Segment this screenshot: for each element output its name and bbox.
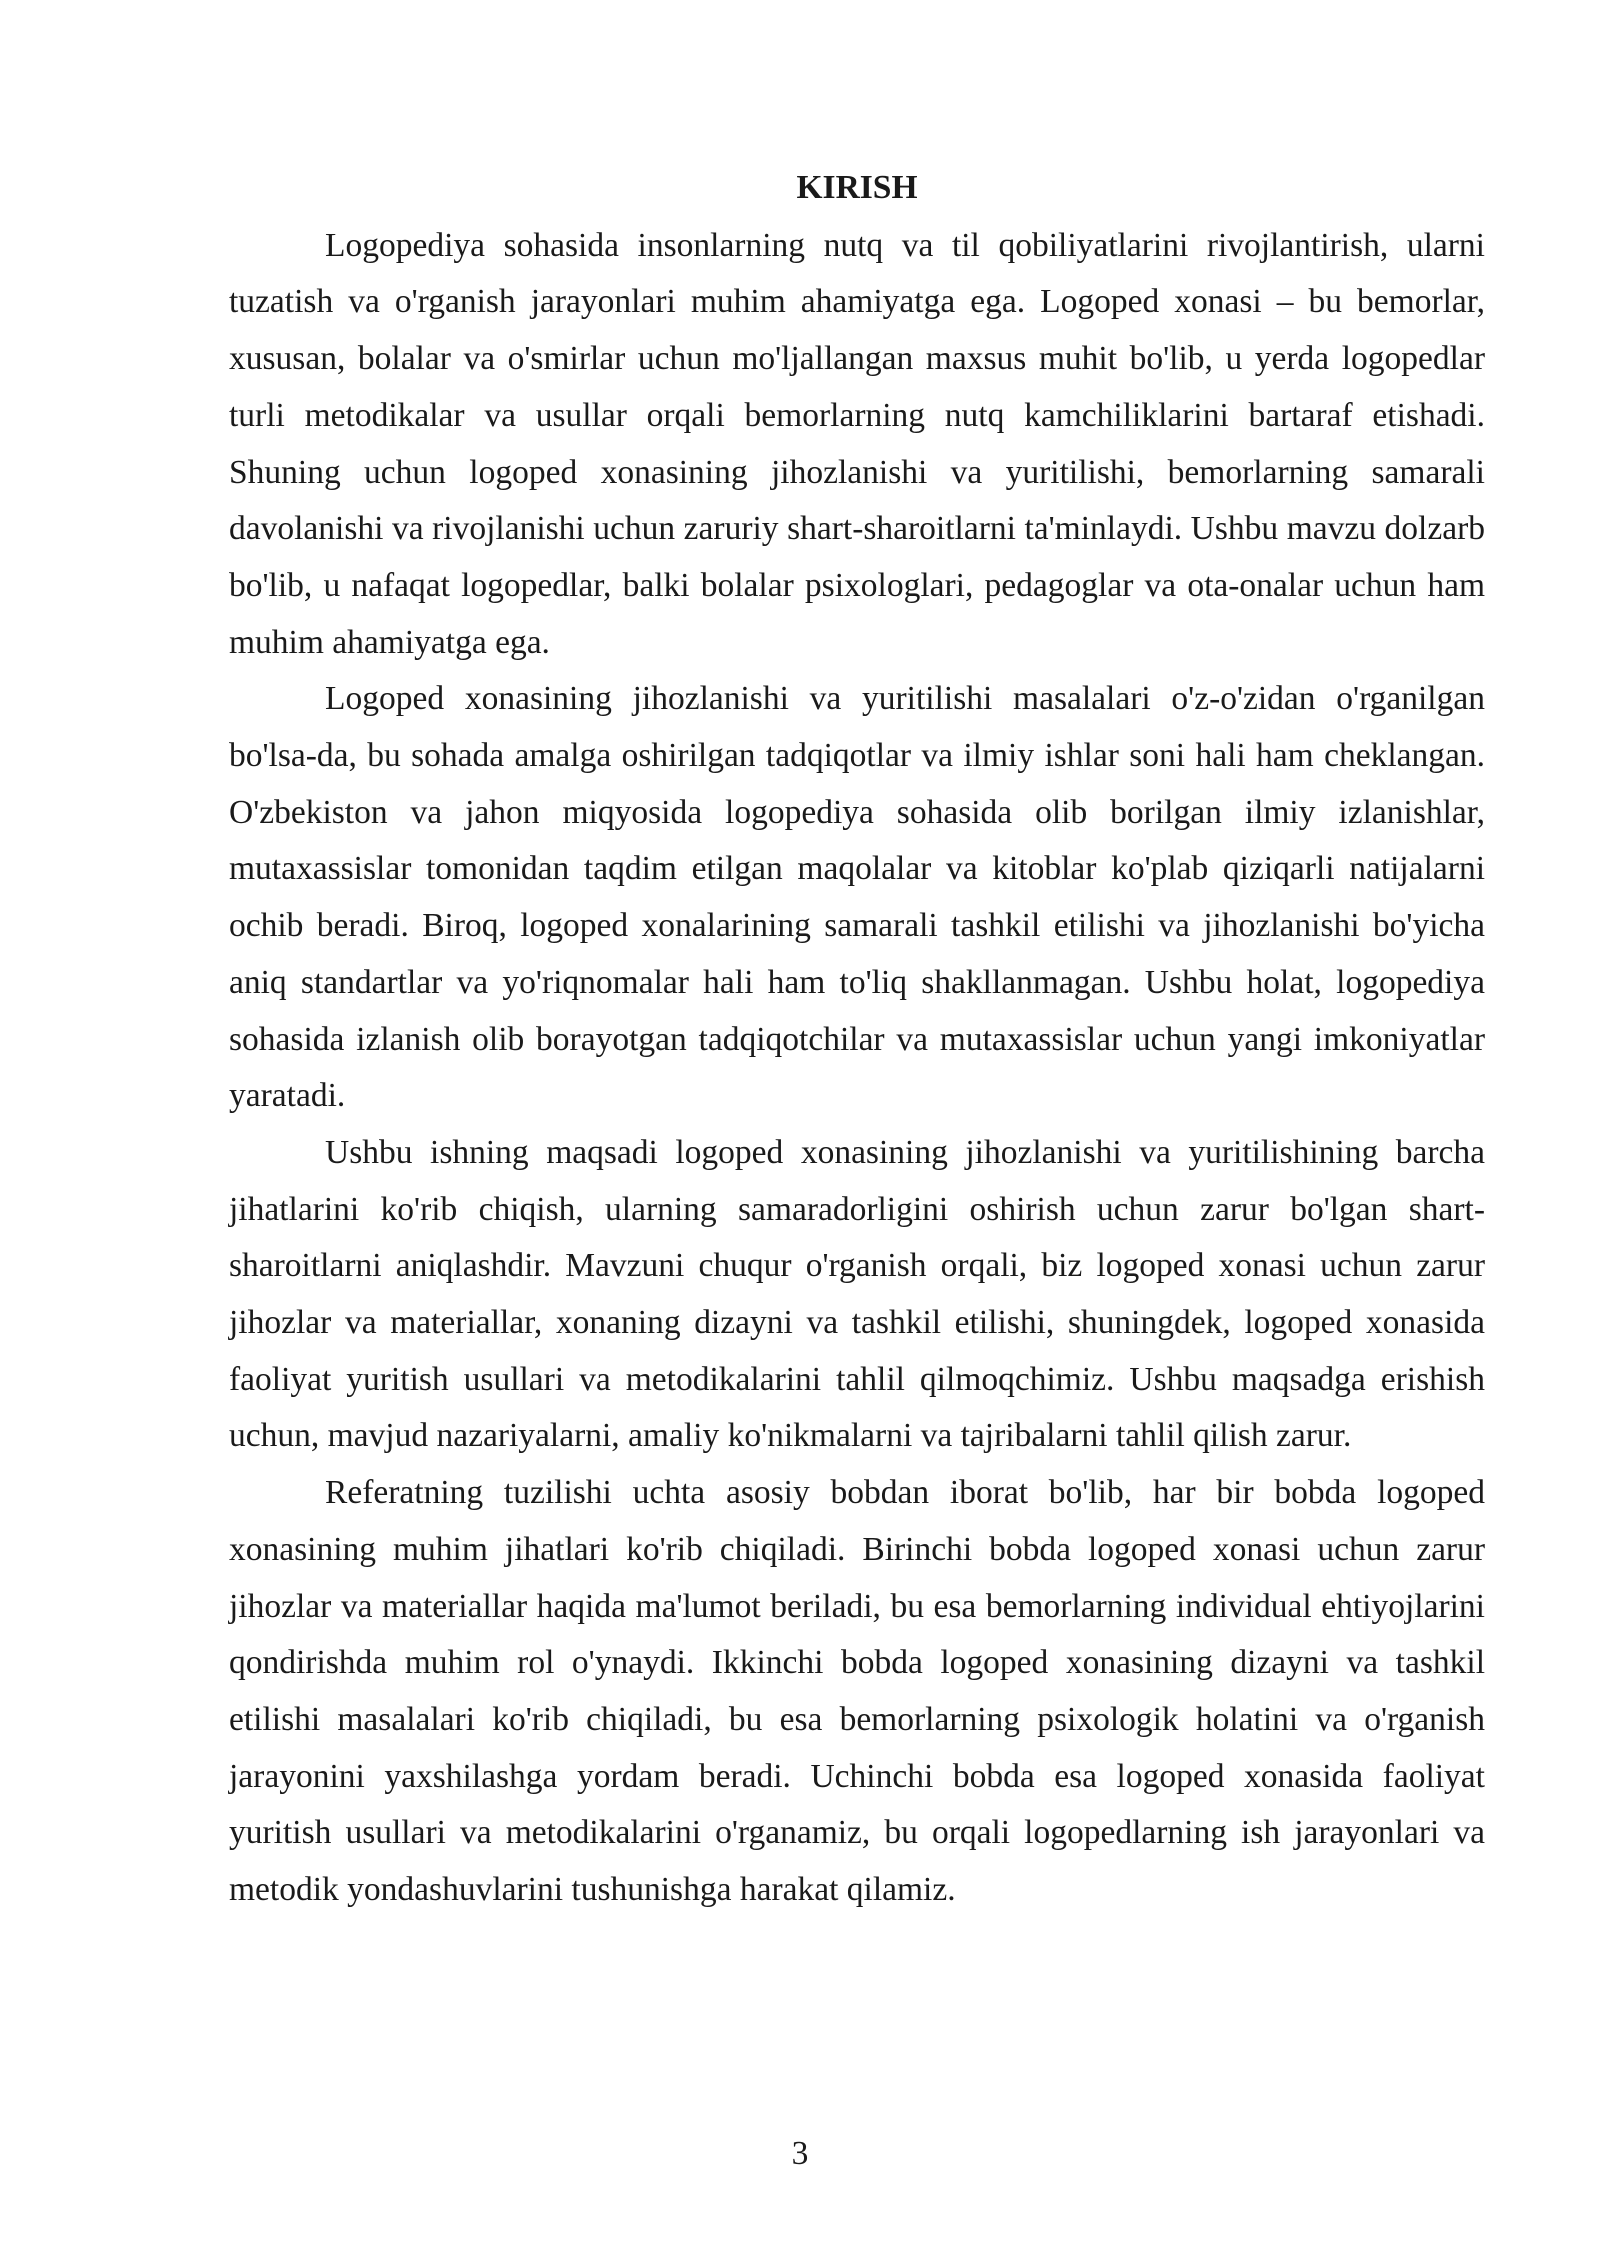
section-title: KIRISH [796, 169, 918, 206]
paragraph-2: Logoped xonasining jihozlanishi va yuritilishi masalalari o'z-o'zidan o'rganilgan bo'lsa-da, bu sohada amalga oshirilgan tadqiqotlar va ilmiy ishlar soni hali ham cheklangan. O'zbekiston va jahon miqyosida logopediya sohasida olib borilgan ilmiy izlanishlar, mutaxassislar tomonidan taqdim etilgan maqolalar va kitoblar ko'plab qiziqarli natijalarni ochib beradi. Biroq, logoped xonalarining samarali tashkil etilishi va jihozlanishi bo'yicha aniq standartlar va yo'riqnomalar hali ham to'liq shakllanmagan. Ushbu holat, logopediya sohasida izlanish olib borayotgan tadqiqotchilar va mutaxassislar uchun yangi imkoniyatlar yaratadi. [229, 680, 1485, 1115]
page-number: 3 [791, 2135, 809, 2172]
paragraph-4: Referatning tuzilishi uchta asosiy bobdan iborat bo'lib, har bir bobda logoped xonasining muhim jihatlari ko'rib chiqiladi. Birinchi bobda logoped xonasi uchun zarur jihozlar va materiallar haqida ma'lumot beriladi, bu esa bemorlarning individual ehtiyojlarini qondirishda muhim rol o'ynaydi. Ikkinchi bobda logoped xonasining dizayni va tashkil etilishi masalalari ko'rib chiqiladi, bu esa bemorlarning psixologik holatini va o'rganish jarayonini yaxshilashga yordam beradi. Uchinchi bobda esa logoped xonasida faoliyat yuritish usullari va metodikalarini o'rganamiz, bu orqali logopedlarning ish jarayonlari va metodik yondashuvlarini tushunishga harakat qilamiz. [229, 1474, 1485, 1909]
paragraph-3: Ushbu ishning maqsadi logoped xonasining jihozlanishi va yuritilishining barcha jihatlarini ko'rib chiqish, ularning samaradorligini oshirish uchun zarur bo'lgan shart-sharoitlarni aniqlashdir. Mavzuni chuqur o'rganish orqali, biz logoped xonasi uchun zarur jihozlar va materiallar, xonaning dizayni va tashkil etilishi, shuningdek, logoped xonasida faoliyat yuritish usullari va metodikalarini tahlil qilmoqchimiz. Ushbu maqsadga erishish uchun, mavjud nazariyalarni, amaliy ko'nikmalarni va tajribalarni tahlil qilish zarur. [229, 1133, 1485, 1455]
page-content [229, 160, 1485, 1919]
paragraph-1: Logopediya sohasida insonlarning nutq va til qobiliyatlarini rivojlantirish, ularni tuzatish va o'rganish jarayonlari muhim ahamiyatga ega. Logoped xonasi – bu bemorlar, xususan, bolalar va o'smirlar uchun mo'ljallangan maxsus muhit bo'lib, u yerda logopedlar turli metodikalar va usullar orqali bemorlarning nutq kamchiliklarini bartaraf etishadi. Shuning uchun logoped xonasining jihozlanishi va yuritilishi, bemorlarning samarali davolanishi va rivojlanishi uchun zaruriy shart-sharoitlarni ta'minlaydi. Ushbu mavzu dolzarb bo'lib, u nafaqat logopedlar, balki bolalar psixologlari, pedagoglar va ota-onalar uchun ham muhim ahamiyatga ega. [229, 226, 1485, 661]
